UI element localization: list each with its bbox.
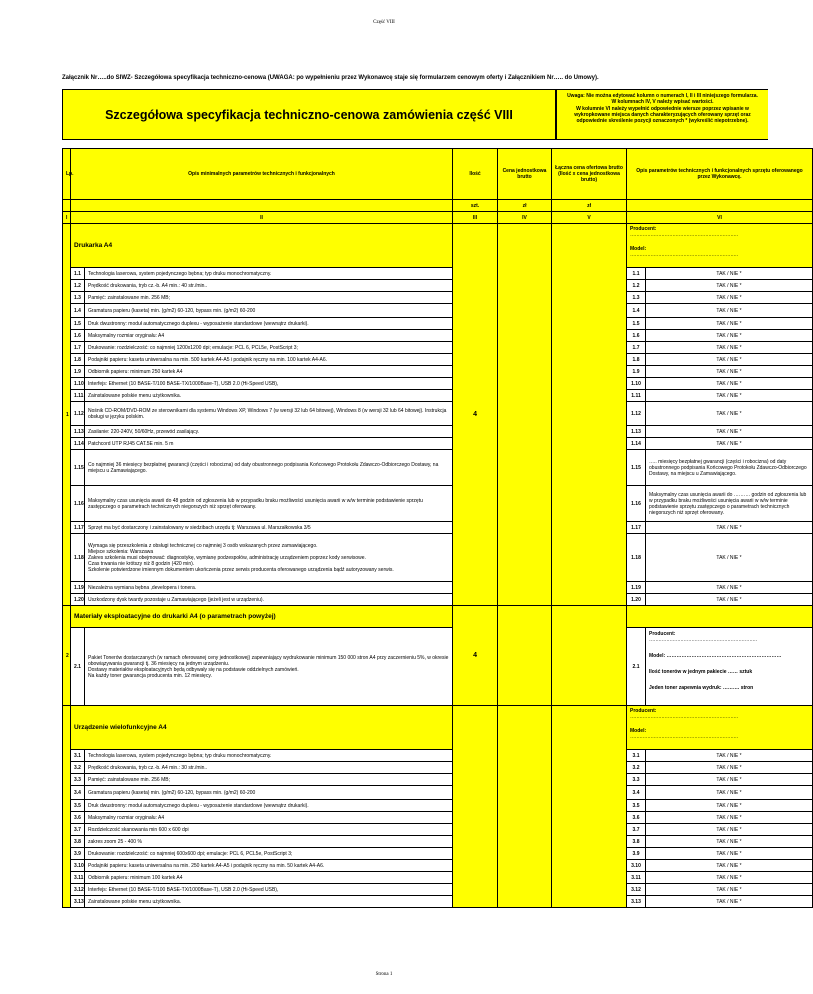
- item-number: 3.5: [627, 800, 646, 812]
- item-number: 3.9: [71, 848, 85, 860]
- producer-label: Producent:: [630, 226, 657, 232]
- table-row: [63, 390, 813, 402]
- table-row: [63, 786, 813, 800]
- item-description: Drukowanie: rozdzielczość: co najmniej 600x600 dpi; emulacje: PCL 6, PCL5e, PostScript 3;: [85, 848, 453, 860]
- offer-answer[interactable]: TAK / NIE *: [646, 824, 813, 836]
- item-number: 1.7: [627, 342, 646, 354]
- offer-answer[interactable]: TAK / NIE *: [646, 800, 813, 812]
- roman-numeral: V: [552, 212, 627, 224]
- offer-answer[interactable]: TAK / NIE *: [646, 318, 813, 330]
- item-number: 1.17: [627, 522, 646, 534]
- offer-answer[interactable]: TAK / NIE *: [646, 812, 813, 824]
- item-number: 1.19: [627, 582, 646, 594]
- col-qty: Ilość: [453, 149, 498, 200]
- item-description: Maksymalny rozmiar oryginału: A4: [85, 812, 453, 824]
- table-row: [63, 836, 813, 848]
- offer-answer[interactable]: TAK / NIE *: [646, 390, 813, 402]
- item-number: 3.1: [71, 750, 85, 762]
- note-line: Uwaga: Nie można edytować kolumn o numerach I, II i III niniejszego formularza.: [567, 93, 758, 99]
- col-lp: Lp.: [63, 149, 71, 200]
- offer-answer[interactable]: TAK / NIE *: [646, 378, 813, 390]
- item-description: Odbiornik papieru: minimum 250 kartek A4: [85, 366, 453, 378]
- item-number: 1.18: [71, 534, 85, 582]
- item-number: 3.11: [627, 872, 646, 884]
- table-row: [63, 450, 813, 486]
- item-description: Gramatura papieru (kaseta) min. (g/m2) 60-120, bypass min. (g/m2) 60-200: [85, 786, 453, 800]
- item-number: 1.2: [71, 280, 85, 292]
- yellow-cell: [627, 606, 813, 628]
- item-description: Pakiet Tonerów dostarczanych (w ramach oferowanej ceny jednostkowej) zapewniający wydrukowanie minimum 150 000 stron A4 przy zaczernieniu 5%, w okresie obowiązywania gwarancji tj. 36 miesięcy na jednym urządzeniu. Dostawy materiałów eksploatacyjnych będą odbywały się na podstawie oddzielnych zamówień. Na każdy toner gwarancja producenta min. 12 miesięcy.: [85, 628, 453, 706]
- item-number: 1.9: [71, 366, 85, 378]
- table-row: [63, 762, 813, 774]
- table-row: [63, 486, 813, 522]
- yield-line: Jeden toner zapewnia wydruk: ………. stron: [649, 685, 754, 691]
- offer-answer[interactable]: TAK / NIE *: [646, 354, 813, 366]
- item-description: Wymaga się przeszkolenia z obsługi technicznej co najmniej 3 osób wskazanych przez zamawiającego. Miejsce szkolenia: Warszawa Zakres szkolenia musi obejmować: diagnostykę, wymianę podzespołów, administrację urządzeniem poprzez kody serwisowe. Czas trwania nie krótszy niż 8 godzin (420 min). Szkolenie potwierdzone imiennym dokumentem ukończenia przez serwis producenta oferowanego urządzenia bądź autoryzowany serwis.: [85, 534, 453, 582]
- offer-answer[interactable]: TAK / NIE *: [646, 342, 813, 354]
- item-number: 1.1: [627, 268, 646, 280]
- model-label: Model:: [630, 246, 647, 252]
- table-row: [63, 628, 813, 706]
- item-description: Podajniki papieru: kaseta uniwersalna na min. 500 kartek A4-A5 i podajnik ręczny na min. 100 kartek A4-A6.: [85, 354, 453, 366]
- item-description: zakres zoom 25 - 400 %: [85, 836, 453, 848]
- offer-answer[interactable]: TAK / NIE *: [646, 786, 813, 800]
- dots: ……………………………………………………………: [630, 232, 739, 238]
- page-header: Część VIII: [373, 20, 395, 25]
- offer-answer[interactable]: TAK / NIE *: [646, 292, 813, 304]
- document-title: Szczegółowa specyfikacja techniczno-cenowa zamówienia część VIII: [62, 89, 556, 140]
- roman-numeral: II: [71, 212, 453, 224]
- item-number: 1.13: [627, 426, 646, 438]
- item-number: 3.12: [627, 884, 646, 896]
- table-row: [63, 402, 813, 426]
- item-number: 1.11: [71, 390, 85, 402]
- offer-answer[interactable]: TAK / NIE *: [646, 402, 813, 426]
- item-number: 2.1: [627, 628, 646, 706]
- offer-answer[interactable]: TAK / NIE *: [646, 896, 813, 908]
- item-description: Uszkodzony dysk twardy pozostaje u Zamawiającego (jeżeli jest w urządzeniu).: [85, 594, 453, 606]
- roman-numeral: III: [453, 212, 498, 224]
- item-number: 1.10: [627, 378, 646, 390]
- dots: ……………………………………………………………: [630, 734, 739, 740]
- item-number: 2.1: [71, 628, 85, 706]
- dots: ……………………………………………………………: [649, 637, 758, 643]
- unit-price-input[interactable]: [498, 706, 552, 908]
- section-header-row: [63, 606, 813, 628]
- table-row: [63, 330, 813, 342]
- item-number: 1.11: [627, 390, 646, 402]
- item-number: 3.5: [71, 800, 85, 812]
- lp-cell: 1: [63, 224, 71, 606]
- item-number: 1.8: [71, 354, 85, 366]
- col-total: Łączna cena ofertowa brutto (Ilość x cena jednostkowa brutto): [552, 149, 627, 200]
- section-name: Drukarka A4: [71, 224, 453, 268]
- item-description: Zainstalowane polskie menu użytkownika.: [85, 896, 453, 908]
- item-description: Maksymalny rozmiar oryginału: A4: [85, 330, 453, 342]
- offer-answer[interactable]: TAK / NIE *: [646, 774, 813, 786]
- item-number: 1.14: [71, 438, 85, 450]
- table-row: [63, 800, 813, 812]
- item-number: 1.5: [71, 318, 85, 330]
- dots: ……………………………………………………………: [630, 714, 739, 720]
- item-number: 1.7: [71, 342, 85, 354]
- item-number: 1.10: [71, 378, 85, 390]
- roman-row: [63, 212, 813, 224]
- roman-numeral: VI: [627, 212, 813, 224]
- item-description: Nośnik CD-ROM/DVD-ROM ze sterownikami dla systemu Windows XP, Windows 7 (w wersji 32 lub 64 bitowej), Windows 8 (w wersji 32 lub 64 bitowej). Instrukcja obsługi w języku polskim.: [85, 402, 453, 426]
- offer-answer[interactable]: TAK / NIE *: [646, 836, 813, 848]
- table-row: [63, 860, 813, 872]
- item-number: 3.8: [71, 836, 85, 848]
- offer-answer[interactable]: ….. miesięcy bezpłatnej gwarancji (części i robocizna) od daty obustronnego podpisania Końcowego Protokołu Zdawczo-Odbiorczego Dostawy, na miejscu u Zamawiającego.: [646, 450, 813, 486]
- offer-answer[interactable]: TAK / NIE *: [646, 522, 813, 534]
- item-number: 1.5: [627, 318, 646, 330]
- table-row: [63, 896, 813, 908]
- item-number: 3.6: [627, 812, 646, 824]
- item-number: 1.14: [627, 438, 646, 450]
- item-description: Gramatura papieru (kaseta) min. (g/m2) 60-120, bypass min. (g/m2) 60-200: [85, 304, 453, 318]
- item-number: 3.8: [627, 836, 646, 848]
- item-description: Rozdzielczość skanowania min 600 x 600 dpi: [85, 824, 453, 836]
- table-row: [63, 522, 813, 534]
- offer-answer[interactable]: TAK / NIE *: [646, 280, 813, 292]
- item-description: Prędkość drukowania, tryb cz.-b. A4 min.: 40 str./min..: [85, 280, 453, 292]
- table-row: [63, 426, 813, 438]
- model-line: Model: ……………………………………………………………: [649, 653, 782, 659]
- note-line: W kolumnach IV, V należy wpisać wartości.: [611, 99, 714, 106]
- table-row: [63, 342, 813, 354]
- item-description: Drukowanie: rozdzielczość: co najmniej 1200x1200 dpi; emulacje: PCL 6, PCL5e, PostScript 3;: [85, 342, 453, 354]
- note-line: wykropkowane miejsca danych charakteryzujących oferowany sprzęt oraz: [574, 111, 751, 118]
- offer-answer[interactable]: TAK / NIE *: [646, 860, 813, 872]
- item-number: 3.7: [627, 824, 646, 836]
- quantity-cell: 4: [453, 606, 498, 706]
- total-price-input[interactable]: [552, 224, 627, 606]
- model-label: Model:: [630, 728, 647, 734]
- item-description: Interfejs: Ethernet (10 BASE-T/100 BASE-TX/1000Base-T), USB 2.0 (Hi-Speed USB),: [85, 378, 453, 390]
- table-row: [63, 354, 813, 366]
- item-number: 3.4: [627, 786, 646, 800]
- producer-label: Producent:: [630, 708, 657, 714]
- offer-answer[interactable]: TAK / NIE *: [646, 330, 813, 342]
- intro-text: Załącznik Nr…..do SIWZ- Szczegółowa specyfikacja techniczno-cenowa (UWAGA: po wypełnieniu przez Wykonawcę staje się formularzem cenowym oferty i Załącznikiem Nr….. do Umowy).: [62, 75, 599, 81]
- quantity-cell: [453, 706, 498, 908]
- item-description: Pamięć: zainstalowane min. 256 MB;: [85, 292, 453, 304]
- section-name: Urządzenie wielofunkcyjne A4: [71, 706, 453, 750]
- item-description: Odbiornik papieru: minimum 100 kartek A4: [85, 872, 453, 884]
- item-number: 3.3: [627, 774, 646, 786]
- table-row: [63, 280, 813, 292]
- item-description: Technologia laserowa, system pojedynczego bębna; typ druku monochromatyczny.: [85, 750, 453, 762]
- section-name: Materiały eksploatacyjne do drukarki A4 (o parametrach powyżej): [71, 606, 453, 628]
- item-number: 1.19: [71, 582, 85, 594]
- item-number: 1.16: [627, 486, 646, 522]
- total-price-input[interactable]: [552, 706, 627, 908]
- offer-answer[interactable]: TAK / NIE *: [646, 582, 813, 594]
- item-description: Pamięć: zainstalowane min. 256 MB;: [85, 774, 453, 786]
- item-number: 1.6: [71, 330, 85, 342]
- item-number: 3.7: [71, 824, 85, 836]
- unit-price-input[interactable]: [498, 224, 552, 606]
- table-row: [63, 304, 813, 318]
- offer-answer[interactable]: [646, 628, 813, 706]
- offer-answer[interactable]: TAK / NIE *: [646, 268, 813, 280]
- producer-model-cell[interactable]: [627, 224, 813, 268]
- item-number: 1.20: [627, 594, 646, 606]
- table-row: [63, 848, 813, 860]
- unit-price-input[interactable]: [498, 606, 552, 706]
- item-number: 3.10: [627, 860, 646, 872]
- offer-answer[interactable]: TAK / NIE *: [646, 762, 813, 774]
- table-row: [63, 774, 813, 786]
- total-price-input[interactable]: [552, 606, 627, 706]
- table-row: [63, 268, 813, 280]
- table-row: [63, 438, 813, 450]
- item-description: Zainstalowane polskie menu użytkownika.: [85, 390, 453, 402]
- offer-answer[interactable]: Maksymalny czas usunięcia awarii do ………. godzin od zgłoszenia lub w przypadku braku możliwości usunięcia awarii w w/w terminie podstawienie sprzętu zastępczego o parametrach technicznych niegorszych niż sprzęt oferowany.: [646, 486, 813, 522]
- col-offered: Opis parametrów technicznych i funkcjonalnych sprzętu oferowanego przez Wykonawcę.: [627, 149, 813, 200]
- table-row: [63, 812, 813, 824]
- item-description: Technologia laserowa, system pojedynczego bębna; typ druku monochromatyczny.: [85, 268, 453, 280]
- offer-answer[interactable]: TAK / NIE *: [646, 594, 813, 606]
- item-description: Zasilanie: 220-240V, 50/60Hz, przewód zasilający.: [85, 426, 453, 438]
- unit-qty: szt.: [453, 200, 498, 212]
- item-number: 1.4: [71, 304, 85, 318]
- unit-zl: zł: [498, 200, 552, 212]
- editing-note: [556, 89, 768, 140]
- item-number: 3.4: [71, 786, 85, 800]
- offer-answer[interactable]: TAK / NIE *: [646, 438, 813, 450]
- header-row: [63, 149, 813, 200]
- lp-cell: 2: [63, 606, 71, 706]
- note-line: odpowiednie skreślenie pozycji oznaczonych * (wykreślić niepotrzebne).: [576, 118, 749, 125]
- table-row: [63, 534, 813, 582]
- item-number: 1.16: [71, 486, 85, 522]
- offer-answer[interactable]: TAK / NIE *: [646, 872, 813, 884]
- item-number: 3.11: [71, 872, 85, 884]
- item-number: 1.15: [627, 450, 646, 486]
- item-number: 1.12: [71, 402, 85, 426]
- table-row: [63, 318, 813, 330]
- item-number: 3.6: [71, 812, 85, 824]
- item-description: Sprzęt ma być dostarczony i zainstalowany w siedzibach urzędu tj: Warszawa ul. Marszałkowska 3/5: [85, 522, 453, 534]
- table-row: [63, 378, 813, 390]
- item-number: 1.13: [71, 426, 85, 438]
- item-number: 3.10: [71, 860, 85, 872]
- item-description: Druk dwustronny: moduł automatycznego duplexu - wyposażenie standardowe (wewnątrz drukarki).: [85, 800, 453, 812]
- item-number: 3.13: [627, 896, 646, 908]
- table-row: [63, 366, 813, 378]
- item-number: 1.8: [627, 354, 646, 366]
- unit-zl: zł: [552, 200, 627, 212]
- item-description: Co najmniej 36 miesięcy bezpłatnej gwarancji (części i robocizna) od daty obustronnego podpisania Końcowego Protokołu Zdawczo-Odbiorczego Dostawy, na miejscu u Zamawiającego.: [85, 450, 453, 486]
- table-row: [63, 750, 813, 762]
- lp-cell: [63, 706, 71, 908]
- page-footer: Strona 1: [375, 972, 393, 977]
- item-description: Interfejs: Ethernet (10 BASE-T/100 BASE-TX/1000Base-T), USB 2.0 (Hi-Speed USB),: [85, 884, 453, 896]
- item-description: Patchcord UTP RJ45 CAT.5E min. 5 m: [85, 438, 453, 450]
- quantity-cell: 4: [453, 224, 498, 606]
- table-row: [63, 582, 813, 594]
- item-number: 3.13: [71, 896, 85, 908]
- item-description: Niezależna wymiana bębna ,developera i tonera.: [85, 582, 453, 594]
- item-number: 1.1: [71, 268, 85, 280]
- offer-answer[interactable]: TAK / NIE *: [646, 366, 813, 378]
- item-description: Maksymalny czas usunięcia awarii do 48 godzin od zgłoszenia lub w przypadku braku możliwości usunięcia awarii w w/w terminie podstawienie sprzętu zastępczego o parametrach technicznych niegorszych niż sprzęt oferowany.: [85, 486, 453, 522]
- producer-label: Producent:: [649, 631, 676, 637]
- item-number: 1.12: [627, 402, 646, 426]
- col-unit-price: Cena jednostkowa brutto: [498, 149, 552, 200]
- table-row: [63, 594, 813, 606]
- offer-answer[interactable]: TAK / NIE *: [646, 426, 813, 438]
- offer-answer[interactable]: TAK / NIE *: [646, 534, 813, 582]
- item-description: Podajniki papieru: kaseta uniwersalna na min. 250 kartek A4-A5 i podajnik ręczny na min. 50 kartek A4-A6.: [85, 860, 453, 872]
- item-number: 3.12: [71, 884, 85, 896]
- table-row: [63, 884, 813, 896]
- producer-model-cell[interactable]: [627, 706, 813, 750]
- item-number: 3.1: [627, 750, 646, 762]
- item-number: 3.2: [627, 762, 646, 774]
- table-row: [63, 872, 813, 884]
- item-number: 3.2: [71, 762, 85, 774]
- item-number: 1.15: [71, 450, 85, 486]
- section-header-row: [63, 224, 813, 268]
- item-number: 1.4: [627, 304, 646, 318]
- item-number: 1.9: [627, 366, 646, 378]
- pack-line: Ilość tonerów w jednym pakiecie …… sztuk: [649, 669, 753, 675]
- item-number: 1.17: [71, 522, 85, 534]
- offer-answer[interactable]: TAK / NIE *: [646, 884, 813, 896]
- item-number: 1.6: [627, 330, 646, 342]
- item-number: 3.9: [627, 848, 646, 860]
- offer-answer[interactable]: TAK / NIE *: [646, 750, 813, 762]
- table-row: [63, 824, 813, 836]
- units-row: [63, 200, 813, 212]
- specification-table: [62, 148, 813, 908]
- item-number: 1.20: [71, 594, 85, 606]
- table-row: [63, 292, 813, 304]
- item-number: 1.18: [627, 534, 646, 582]
- dots: ……………………………………………………………: [630, 252, 739, 258]
- roman-numeral: I: [63, 212, 71, 224]
- item-number: 3.3: [71, 774, 85, 786]
- item-description: Druk dwustronny: moduł automatycznego duplexu - wyposażenie standardowe (wewnątrz drukarki).: [85, 318, 453, 330]
- item-description: Prędkość drukowania, tryb cz.-b. A4 min.: 30 str./min..: [85, 762, 453, 774]
- item-number: 1.3: [71, 292, 85, 304]
- offer-answer[interactable]: TAK / NIE *: [646, 304, 813, 318]
- roman-numeral: IV: [498, 212, 552, 224]
- note-line: W kolumnie VI należy wypełnić odpowiednie wiersze poprzez wpisanie w: [576, 105, 749, 112]
- item-number: 1.3: [627, 292, 646, 304]
- col-desc: Opis minimalnych parametrów technicznych i funkcjonalnych: [71, 149, 453, 200]
- section-header-row: [63, 706, 813, 750]
- item-number: 1.2: [627, 280, 646, 292]
- offer-answer[interactable]: TAK / NIE *: [646, 848, 813, 860]
